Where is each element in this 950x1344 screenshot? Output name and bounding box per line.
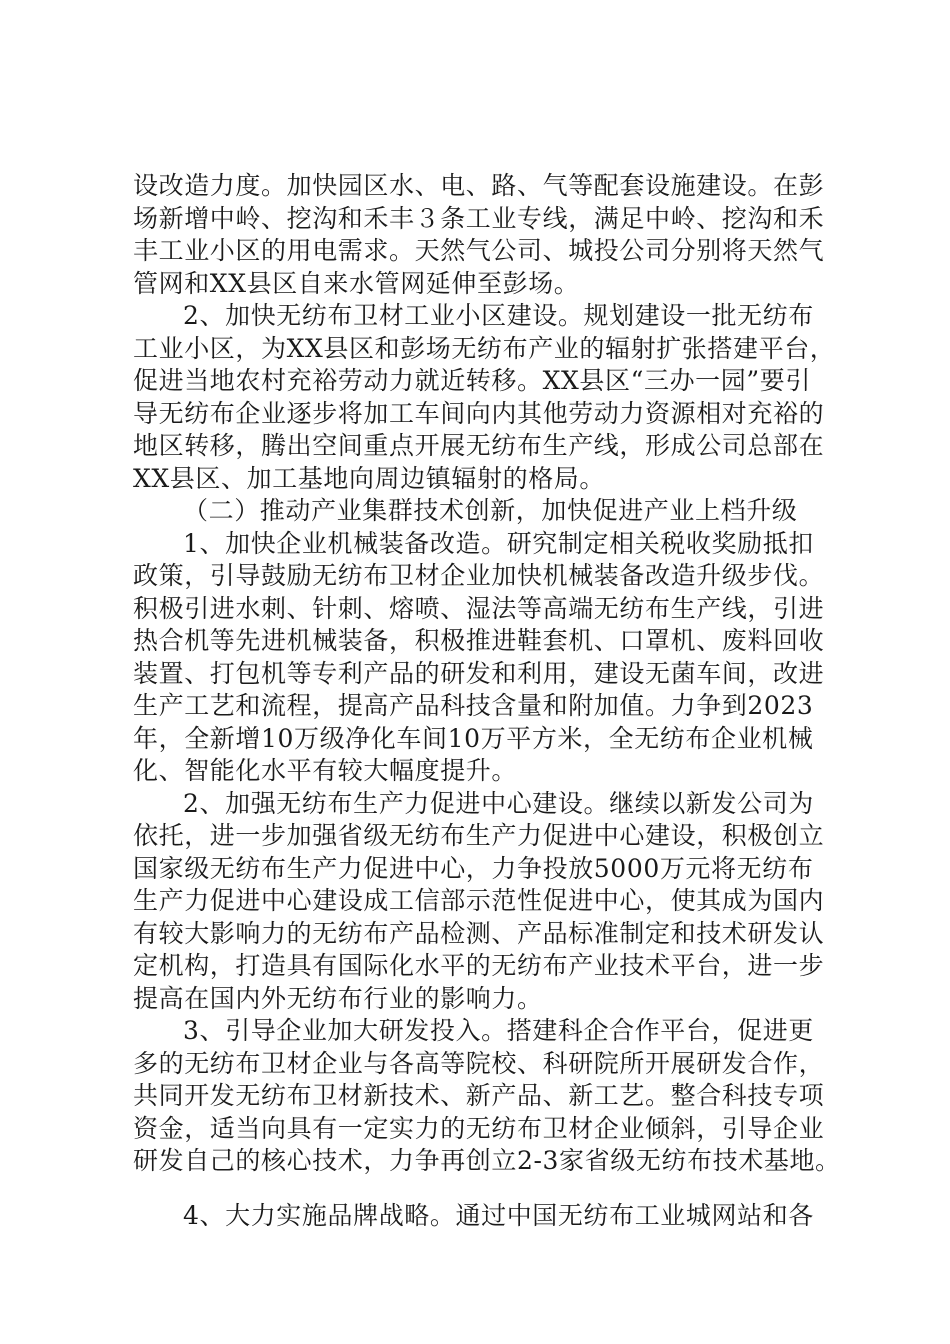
text-line: 提高在国内外无纺布行业的影响力。 <box>133 983 543 1013</box>
text-line: 积极引进水刺、针刺、熔喷、湿法等高端无纺布生产线，引进 <box>133 593 825 623</box>
text-line: 管网和XX县区自来水管网延伸至彭场。 <box>133 268 580 298</box>
text-line: 年，全新增10万级净化车间10万平方米，全无纺布企业机械 <box>133 723 814 753</box>
section-heading: （二）推动产业集群技术创新，加快促进产业上档升级 <box>183 496 798 525</box>
paragraph-gap <box>133 1178 833 1200</box>
text-line: 国家级无纺布生产力促进中心，力争投放5000万元将无纺布 <box>133 853 814 883</box>
text-line: 丰工业小区的用电需求。天然气公司、城投公司分别将天然气 <box>133 236 825 265</box>
paragraph-start-line: 2、加强无纺布生产力促进中心建设。继续以新发公司为 <box>183 788 814 818</box>
text-line: 政策，引导鼓励无纺布卫材企业加快机械装备改造升级步伐。 <box>133 561 825 590</box>
text-line: 依托，进一步加强省级无纺布生产力促进中心建设，积极创立 <box>133 821 825 850</box>
text-line: 工业小区，为XX县区和彭场无纺布产业的辐射扩张搭建平台， <box>133 333 836 363</box>
text-line: XX县区、加工基地向周边镇辐射的格局。 <box>133 463 605 493</box>
text-line: 有较大影响力的无纺布产品检测、产品标准制定和技术研发认 <box>133 918 825 948</box>
text-line: 共同开发无纺布卫材新技术、新产品、新工艺。整合科技专项 <box>133 1081 825 1110</box>
text-line: 定机构，打造具有国际化水平的无纺布产业技术平台，进一步 <box>133 951 825 980</box>
text-line: 资金，适当向具有一定实力的无纺布卫材企业倾斜，引导企业 <box>133 1113 825 1143</box>
document-body <box>133 170 841 1232</box>
paragraph-start-line: 3、引导企业加大研发投入。搭建科企合作平台，促进更 <box>183 1016 814 1045</box>
text-line: 生产工艺和流程，提高产品科技含量和附加值。力争到2023 <box>133 691 814 720</box>
text-line: 化、智能化水平有较大幅度提升。 <box>133 756 518 785</box>
paragraph-start-line: 1、加快企业机械装备改造。研究制定相关税收奖励抵扣 <box>183 528 814 558</box>
text-line: 研发自己的核心技术，力争再创立2-3家省级无纺布技术基地。 <box>133 1146 841 1175</box>
paragraph-start-line: 4、大力实施品牌战略。通过中国无纺布工业城网站和各 <box>183 1200 814 1230</box>
text-line: 地区转移，腾出空间重点开展无纺布生产线，形成公司总部在 <box>133 431 825 460</box>
text-line: 场新增中岭、挖沟和禾丰３条工业专线，满足中岭、挖沟和禾 <box>133 203 825 233</box>
paragraph-start-line: 2、加快无纺布卫材工业小区建设。规划建设一批无纺布 <box>183 301 814 330</box>
text-line: 促进当地农村充裕劳动力就近转移。XX县区“三办一园”要引 <box>133 366 811 395</box>
text-line: 装置、打包机等专利产品的研发和利用，建设无菌车间，改进 <box>133 658 825 688</box>
text-line: 多的无纺布卫材企业与各高等院校、科研院所开展研发合作， <box>133 1048 825 1078</box>
text-line: 热合机等先进机械装备，积极推进鞋套机、口罩机、废料回收 <box>133 626 825 655</box>
text-line: 生产力促进中心建设成工信部示范性促进中心，使其成为国内 <box>133 886 825 915</box>
text-line: 导无纺布企业逐步将加工车间向内其他劳动力资源相对充裕的 <box>133 398 825 428</box>
text-line: 设改造力度。加快园区水、电、路、气等配套设施建设。在彭 <box>133 171 825 200</box>
